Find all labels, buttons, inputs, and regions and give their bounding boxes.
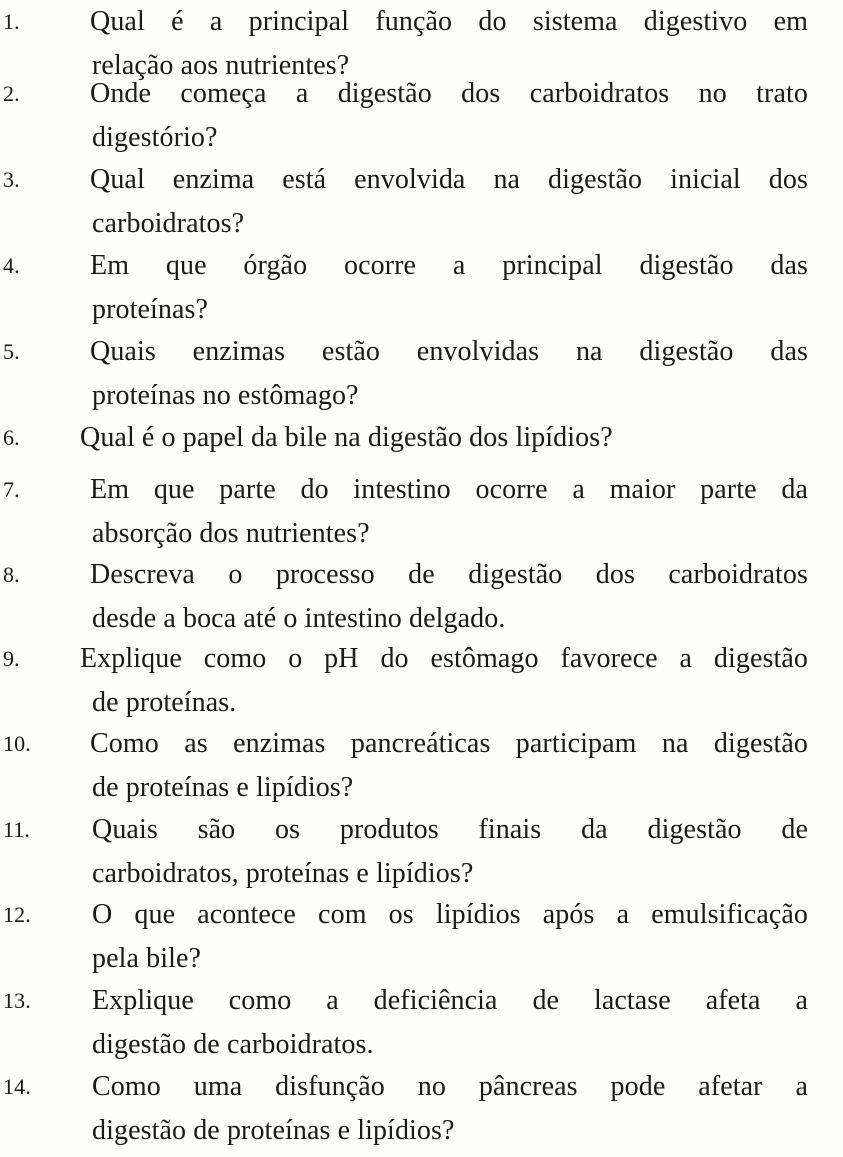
question-number: 10.: [3, 731, 31, 756]
question-text-line-2: carboidratos, proteínas e lipídios?: [92, 858, 474, 889]
question-text-line-2: de proteínas e lipídios?: [92, 772, 354, 803]
question-number: 14.: [3, 1074, 31, 1099]
question-text-line-2: digestório?: [92, 122, 218, 153]
question-text-line-1: Quais enzimas estão envolvidas na digestão das: [90, 336, 808, 367]
question-number: 6.: [3, 425, 20, 450]
question-text-line-2: de proteínas.: [92, 687, 237, 718]
question-number: 5.: [3, 339, 20, 364]
question-text-line-2: desde a boca até o intestino delgado.: [92, 603, 506, 634]
question-number: 13.: [3, 988, 31, 1013]
question-item: [0, 553, 808, 641]
question-text-line-2: proteínas?: [92, 294, 209, 325]
question-number: 2.: [3, 81, 20, 106]
question-text-line-2: proteínas no estômago?: [92, 380, 359, 411]
question-number: 4.: [3, 253, 20, 278]
question-text-line-1: Em que parte do intestino ocorre a maior parte da: [90, 474, 808, 505]
question-text-line-1: Onde começa a digestão dos carboidratos no trato: [90, 78, 808, 109]
question-text-line-1: Qual enzima está envolvida na digestão inicial dos: [90, 164, 808, 195]
question-text-line-2: digestão de carboidratos.: [92, 1029, 374, 1060]
question-number: 1.: [3, 9, 20, 34]
question-item: [0, 244, 808, 332]
question-item: [0, 158, 808, 246]
question-text-line-1: Em que órgão ocorre a principal digestão das: [90, 250, 808, 281]
question-text-line-2: absorção dos nutrientes?: [92, 518, 370, 549]
question-number: 3.: [3, 167, 20, 192]
question-text-line-2: pela bile?: [92, 943, 202, 974]
question-number: 8.: [3, 562, 20, 587]
question-text-line-2: digestão de proteínas e lipídios?: [92, 1115, 455, 1146]
question-item: [0, 72, 808, 160]
question-text-line-2: relação aos nutrientes?: [92, 50, 350, 81]
question-text-line-1: Qual é o papel da bile na digestão dos lipídios?: [80, 422, 613, 453]
question-text-line-1: Como uma disfunção no pâncreas pode afetar a: [92, 1071, 808, 1102]
question-number: 7.: [3, 477, 20, 502]
question-item: [0, 1065, 808, 1153]
question-number: 12.: [3, 902, 31, 927]
question-number: 9.: [3, 646, 20, 671]
question-number: 11.: [3, 817, 30, 842]
question-text-line-1: O que acontece com os lipídios após a emulsificação: [92, 899, 808, 930]
question-text-line-1: Explique como a deficiência de lactase afeta a: [92, 985, 808, 1016]
question-text-line-1: Explique como o pH do estômago favorece a digestão: [80, 643, 808, 674]
question-item: [0, 637, 808, 725]
question-item: [0, 893, 808, 981]
question-text-line-1: Quais são os produtos finais da digestão de: [92, 814, 808, 845]
question-item: [0, 979, 808, 1067]
question-item: [0, 722, 808, 810]
question-text-line-1: Descreva o processo de digestão dos carboidratos: [90, 559, 808, 590]
question-item: [0, 416, 808, 460]
question-text-line-2: carboidratos?: [92, 208, 245, 239]
question-item: [0, 330, 808, 418]
question-item: [0, 808, 808, 896]
question-item: [0, 468, 808, 556]
question-text-line-1: Como as enzimas pancreáticas participam na digestão: [90, 728, 808, 759]
question-text-line-1: Qual é a principal função do sistema digestivo em: [90, 6, 808, 37]
